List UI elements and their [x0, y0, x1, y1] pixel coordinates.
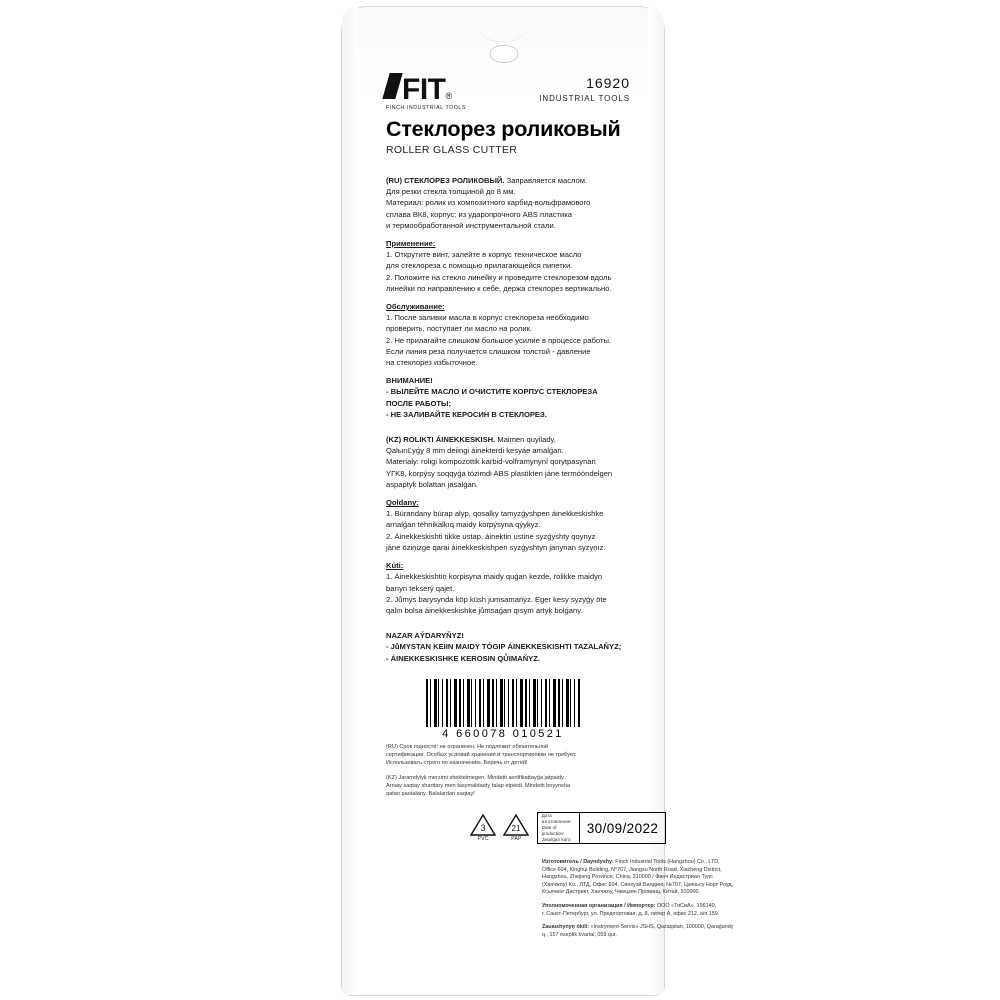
barcode-digits: 4 660078 010521 [442, 728, 564, 740]
manufacturer-line-4: (Ханчжоу) Ко., ЛТД, Офис 604, Синхуэй Билдинг, №707, Цзяньсу Норт Роуд, [542, 881, 734, 888]
brand-logo [386, 73, 466, 106]
recycle-pap-label: PAP [511, 836, 522, 842]
card-left-edge [342, 7, 358, 995]
kz-rep-line-2: q., 157 eseptіk kvartal, 059 qur. [542, 931, 617, 938]
kz-usage-line-4: jáne öziņizge qarai áinekkeskishpen syzǵyshtyn jаnynan syzyņız. [386, 542, 606, 552]
manufacturer-line-3: Hangzhou, Zhejiang Province, China, 310000 / Финч Индастриал Тулс [542, 874, 713, 881]
ru-usage-line-1: 1. Открутите винт, залейте в корпус техническое масло [386, 250, 582, 260]
importer-label: Уполномоченная организация / Импортер: [542, 902, 656, 909]
ru-line-2: Для резки стекла толщиной до 8 мм. [386, 187, 516, 197]
kz-line-4: YГK8, korpýsy soqqyǵa tózimdi ABS plastikten jáne termóóndelgen [386, 468, 613, 478]
manufacturer-line-1: Finch Industrial Tools (Hangzhou) Co., LTD, [613, 859, 720, 865]
ru-warning-line-3: - НЕ ЗАЛИВАЙТЕ КЕРОСИН В СТЕКЛОРЕЗ. [386, 409, 547, 419]
production-date-row [470, 812, 666, 844]
recycle-pvc-symbol [470, 814, 496, 842]
ru-maintenance-line-5: на стеклорез избыточное. [386, 358, 478, 368]
kz-line-3: Materialy: roligi kompozottik karbid-volframynyní qorytpasynan [386, 457, 596, 467]
footer-block [542, 859, 922, 945]
ru-maintenance-line-3: 2. Не прилагайте слишком большое усилие в процессе работы. [386, 335, 612, 345]
importer-line-1: ООО «ТиСиА», 196140, [655, 902, 717, 909]
ru-lead-line [386, 175, 658, 186]
kz-line-2: QаlыrıĽyǵy 8 mm deiingi áinekterdi kesyáe amalǵan. [386, 446, 564, 456]
ru-lead-rest: Заправляется маслом. [504, 176, 588, 185]
kz-usage-heading: Qoldany: [386, 498, 419, 508]
importer-block [542, 903, 922, 918]
product-title-ru: Стеклорез роликовый [386, 117, 621, 141]
date-caption-kz: Jasalǵan küni: [541, 837, 572, 842]
product-title-en: ROLLER GLASS CUTTER [386, 144, 518, 156]
fineprint-kz-1: (KZ) Jaramdylyķ merzimi shektelmegen. Mindetti sertifikattayǵa jatpaidy. [386, 775, 565, 781]
header [386, 73, 630, 111]
recycle-pap-symbol [503, 814, 529, 842]
kz-representative-block [542, 924, 922, 939]
article-number: 16920 [586, 75, 630, 91]
kz-usage-line-3: 2. Áinekkeskishti tikke ustap, áinektin ustine syzǵyshty qoynyz [386, 531, 596, 541]
fineprint-ru-1: (RU) Срок годности: не ограничен. Не подлежит обязательной [386, 744, 549, 750]
kz-usage-line-2: arnalǵan tehnikalķıq maidy korpýsyna qýyķyz. [386, 520, 541, 530]
importer-line-0 [542, 903, 922, 911]
kz-rep-line-0 [542, 924, 922, 932]
production-date-value: 30/09/2022 [586, 820, 659, 836]
ru-warning-heading: ВНИМАНИЕ! [386, 376, 433, 386]
date-caption-ru: Дата изготовления: [541, 813, 572, 824]
manufacturer-label: Изготовитель / Dayndyshy: [542, 859, 614, 865]
fineprint-ru-3: Использовать строго по назначению. Беречь от детей! [386, 760, 528, 766]
brand-name: FIT [402, 73, 446, 106]
category-label: INDUSTRIAL TOOLS [539, 94, 630, 103]
barcode-icon [426, 679, 580, 727]
ru-maintenance-line-2: проверить, поступает ли масло на ролик. [386, 324, 533, 334]
fineprint-kz-3: qatan paıdalany. Balalardan saqtay! [386, 791, 475, 797]
ru-maintenance-line-4: Если линия реза получается слишком толстой - давление [386, 346, 591, 356]
kz-maintenance-line-2: barıyn tekserý qajet. [386, 583, 455, 593]
product-card [341, 6, 734, 996]
ru-lead-bold: (RU) СТЕКЛОРЕЗ РОЛИКОВЫЙ. [386, 176, 505, 185]
ru-usage-heading: Применение: [386, 239, 436, 249]
ru-maintenance-heading: Обслуживание: [386, 302, 445, 312]
kz-warning-heading: NAZAR AÝDARYŇYZ! [386, 631, 464, 641]
manufacturer-line-5: Ксьяченг Дистрикт, Ханчжоу, Чжецзян Провинц, Китай, 310000. [542, 889, 700, 896]
brand-slash-icon [382, 73, 402, 99]
kz-rep-line-1: «Instryment-Servis» JSHS, Qazaqstan, 100000, Qaraǵandy [589, 924, 734, 931]
production-date-caption [538, 813, 580, 843]
kz-lead-rest: Maimen quyilady. [495, 435, 556, 445]
euro-hole [490, 45, 518, 63]
importer-line-2: г. Санкт-Петербург, ул. Предпортовая, д. 8, литер А, офис 212, а/я 159. [542, 910, 720, 917]
fineprint-kz-2: Arnaiy saqtay sharttary men tasymaldaıdy talap etpeidi. Mindetti boyynsha [386, 783, 571, 789]
kz-maintenance-line-3: 2. Jůmys barysynda köp küsh jumsamańyz. Eger kesy syzyǵy öte [386, 594, 607, 604]
date-caption-en: Date of production: [541, 825, 565, 836]
ru-usage-line-4: линейки по направлению к себе, держа стеклорез вертикально. [386, 283, 612, 293]
fineprint-block [386, 743, 658, 798]
registered-trademark-icon: ® [445, 91, 453, 101]
kz-line-5: aspaptyķ bolattan jasalǵan. [386, 479, 479, 489]
ru-warning-line-1: - ВЫЛЕЙТЕ МАСЛО И ОЧИСТИТЕ КОРПУС СТЕКЛОРЕЗА [386, 387, 598, 397]
kz-lead-line [386, 434, 658, 445]
kz-warning-line-2: - ÁINEKKESKISHKE KEROSIN QŮIMAŇYZ. [386, 653, 540, 663]
kz-maintenance-line-4: qalın bolsa áinekkeskishke jůmsаǵan qısym artyķ bolǵany. [386, 605, 583, 615]
recycle-triangle-icon [470, 814, 496, 836]
header-right [539, 73, 630, 103]
barcode-block [426, 679, 580, 740]
svg-text:3: 3 [480, 823, 486, 833]
brand-logo-block [386, 73, 466, 111]
instructions-body [386, 175, 658, 664]
ru-warning-line-2: ПОСЛЕ РАБОТЫ; [386, 398, 452, 408]
manufacturer-line-2: Office 604, Kinghui Building, N°707, Jiangsu North Road, Xiacheng District, [542, 866, 722, 873]
kz-maintenance-line-1: 1. Áinekkeskishtiņ korpisyna maidy quǵan kezde, rolikke maidyņ [386, 572, 603, 582]
production-date-box [537, 812, 667, 844]
recycle-triangle-icon-2 [503, 814, 529, 836]
ru-line-3: Материал: ролик из композитного карбид-вольфрамового [386, 198, 591, 208]
ru-line-4: сплава ВК8, корпус: из ударопрочного ABS пластика [386, 209, 572, 219]
kz-lead-bold: (KZ) ROLIKTІ ÁINEKKESKISH. [386, 435, 496, 445]
manufacturer-line-0 [542, 859, 922, 867]
manufacturer-block [542, 859, 922, 897]
brand-tagline: FINCH INDUSTRIAL TOOLS [386, 105, 466, 111]
ru-usage-line-2: для стеклореза с помощью прилагающейся пипетки. [386, 261, 573, 271]
kz-rep-label: Zauaıshynyņ ökili: [542, 924, 590, 931]
kz-warning-line-1: - JůMYSTAN KEIІN MAIDY TÓGIP ÁINEKKESKISHTI TAZALAŇYZ; [386, 642, 622, 652]
ru-maintenance-line-1: 1. После заливки масла в корпус стеклореза необходимо [386, 313, 589, 323]
kz-maintenance-heading: Kúti: [386, 561, 404, 571]
ru-usage-line-3: 2. Положите на стекло линейку и проведите стеклорезом вдоль [386, 272, 612, 282]
kz-usage-line-1: 1. Búrandany búrap alyp, qosalķy tamyzǵyshpen áinekkeskishkе [386, 509, 604, 519]
recycle-pvc-label: PVC [477, 836, 489, 842]
fineprint-ru-2: сертификации. Особых условий хранения и транспортировки не требует. [386, 752, 577, 758]
ru-line-5: и термообработанной инструментальной стали. [386, 220, 556, 230]
svg-text:21: 21 [511, 824, 521, 833]
